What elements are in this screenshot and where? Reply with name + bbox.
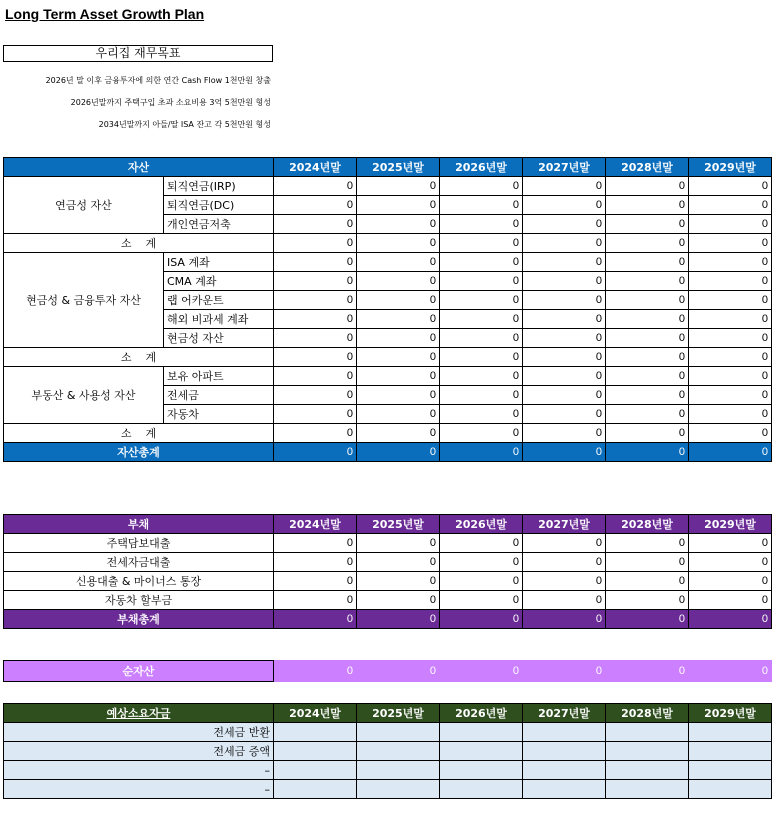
- value-cell[interactable]: 0: [440, 367, 523, 386]
- assets-header-row: [4, 158, 772, 177]
- goal-item: 2034년말까지 아들/딸 ISA 잔고 각 5천만원 형성: [98, 120, 271, 129]
- value-cell[interactable]: 0: [274, 405, 357, 424]
- subtotal-row: [4, 424, 772, 443]
- year-header: 2026년말: [440, 515, 523, 534]
- value-cell[interactable]: 0: [523, 291, 606, 310]
- value-cell[interactable]: 0: [689, 196, 772, 215]
- table-row: [4, 761, 772, 780]
- input-cell[interactable]: [606, 723, 689, 742]
- input-cell[interactable]: [440, 761, 523, 780]
- value-cell[interactable]: 0: [357, 253, 440, 272]
- group-label: 부동산 & 사용성 자산: [4, 367, 164, 424]
- value-cell[interactable]: 0: [440, 386, 523, 405]
- value-cell[interactable]: 0: [357, 310, 440, 329]
- table-row: [4, 780, 772, 799]
- value-cell[interactable]: 0: [606, 234, 689, 253]
- table-row: [4, 591, 772, 610]
- value-cell[interactable]: 0: [274, 591, 357, 610]
- value-cell[interactable]: 0: [274, 553, 357, 572]
- value-cell[interactable]: 0: [523, 553, 606, 572]
- value-cell[interactable]: 0: [606, 610, 689, 629]
- value-cell[interactable]: 0: [440, 348, 523, 367]
- value-cell[interactable]: 0: [523, 610, 606, 629]
- value-cell[interactable]: 0: [523, 329, 606, 348]
- year-header: 2025년말: [357, 704, 440, 723]
- input-cell[interactable]: [523, 761, 606, 780]
- value-cell[interactable]: 0: [606, 553, 689, 572]
- value-cell[interactable]: 0: [606, 253, 689, 272]
- year-header: 2027년말: [523, 515, 606, 534]
- goals-header: 우리집 재무목표: [3, 45, 273, 62]
- item-label: 전세금 증액: [4, 742, 274, 761]
- value-cell[interactable]: 0: [440, 553, 523, 572]
- liabilities-header-row: [4, 515, 772, 534]
- value-cell[interactable]: 0: [440, 329, 523, 348]
- value-cell[interactable]: 0: [440, 610, 523, 629]
- item-label: –: [4, 761, 274, 780]
- value-cell[interactable]: 0: [357, 348, 440, 367]
- value-cell[interactable]: 0: [606, 534, 689, 553]
- value-cell[interactable]: 0: [523, 215, 606, 234]
- value-cell[interactable]: 0: [357, 661, 440, 682]
- year-header: 2028년말: [606, 515, 689, 534]
- liabilities-total-row: [4, 610, 772, 629]
- total-label: 부채총계: [4, 610, 274, 629]
- value-cell[interactable]: 0: [357, 291, 440, 310]
- value-cell[interactable]: 0: [274, 348, 357, 367]
- value-cell[interactable]: 0: [689, 215, 772, 234]
- value-cell[interactable]: 0: [606, 348, 689, 367]
- value-cell[interactable]: 0: [440, 234, 523, 253]
- value-cell[interactable]: 0: [689, 424, 772, 443]
- input-cell[interactable]: [523, 723, 606, 742]
- page-title: Long Term Asset Growth Plan: [5, 6, 205, 22]
- item-label: 보유 아파트: [164, 367, 274, 386]
- value-cell[interactable]: 0: [440, 591, 523, 610]
- value-cell[interactable]: 0: [440, 443, 523, 462]
- value-cell[interactable]: 0: [357, 272, 440, 291]
- input-cell[interactable]: [357, 742, 440, 761]
- value-cell[interactable]: 0: [523, 234, 606, 253]
- value-cell[interactable]: 0: [357, 591, 440, 610]
- year-header: 2024년말: [274, 704, 357, 723]
- value-cell[interactable]: 0: [440, 177, 523, 196]
- value-cell[interactable]: 0: [606, 272, 689, 291]
- year-header: 2024년말: [274, 515, 357, 534]
- value-cell[interactable]: 0: [440, 424, 523, 443]
- value-cell[interactable]: 0: [689, 534, 772, 553]
- value-cell[interactable]: 0: [689, 591, 772, 610]
- value-cell[interactable]: 0: [606, 386, 689, 405]
- item-label: CMA 계좌: [164, 272, 274, 291]
- value-cell[interactable]: 0: [689, 572, 772, 591]
- value-cell[interactable]: 0: [689, 253, 772, 272]
- year-header: 2027년말: [523, 158, 606, 177]
- input-cell[interactable]: [357, 761, 440, 780]
- input-cell[interactable]: [440, 723, 523, 742]
- value-cell[interactable]: 0: [357, 405, 440, 424]
- item-label: 전세금: [164, 386, 274, 405]
- item-label: 개인연금저축: [164, 215, 274, 234]
- value-cell[interactable]: 0: [274, 534, 357, 553]
- value-cell[interactable]: 0: [689, 553, 772, 572]
- value-cell[interactable]: 0: [689, 291, 772, 310]
- item-label: 전세자금대출: [4, 553, 274, 572]
- item-label: 신용대출 & 마이너스 통장: [4, 572, 274, 591]
- year-header: 2029년말: [689, 704, 772, 723]
- input-cell[interactable]: [606, 780, 689, 799]
- value-cell[interactable]: 0: [357, 534, 440, 553]
- item-label: 전세금 반환: [4, 723, 274, 742]
- value-cell[interactable]: 0: [523, 443, 606, 462]
- value-cell[interactable]: 0: [274, 310, 357, 329]
- input-cell[interactable]: [606, 742, 689, 761]
- total-label: 자산총계: [4, 443, 274, 462]
- year-header: 2025년말: [357, 515, 440, 534]
- item-label: 퇴직연금(DC): [164, 196, 274, 215]
- subtotal-row: [4, 348, 772, 367]
- value-cell[interactable]: 0: [523, 272, 606, 291]
- subtotal-row: [4, 234, 772, 253]
- value-cell[interactable]: 0: [357, 572, 440, 591]
- value-cell[interactable]: 0: [523, 661, 606, 682]
- value-cell[interactable]: 0: [357, 215, 440, 234]
- goal-item: 2026년 말 이후 금융투자에 의한 연간 Cash Flow 1천만원 창출: [45, 76, 271, 85]
- funds-table: [3, 703, 772, 799]
- value-cell[interactable]: 0: [440, 534, 523, 553]
- value-cell[interactable]: 0: [440, 215, 523, 234]
- value-cell[interactable]: 0: [606, 405, 689, 424]
- value-cell[interactable]: 0: [440, 405, 523, 424]
- value-cell[interactable]: 0: [357, 196, 440, 215]
- subtotal-label: 소 계: [4, 424, 274, 443]
- value-cell[interactable]: 0: [440, 253, 523, 272]
- year-header: 2028년말: [606, 704, 689, 723]
- item-label: ISA 계좌: [164, 253, 274, 272]
- input-cell[interactable]: [523, 780, 606, 799]
- value-cell[interactable]: 0: [523, 405, 606, 424]
- value-cell[interactable]: 0: [440, 291, 523, 310]
- table-row: [4, 553, 772, 572]
- value-cell[interactable]: 0: [606, 367, 689, 386]
- item-label: 퇴직연금(IRP): [164, 177, 274, 196]
- input-cell[interactable]: [523, 742, 606, 761]
- value-cell[interactable]: 0: [523, 348, 606, 367]
- table-row: [4, 572, 772, 591]
- table-row: [4, 742, 772, 761]
- value-cell[interactable]: 0: [440, 196, 523, 215]
- value-cell[interactable]: 0: [689, 234, 772, 253]
- year-header: 2025년말: [357, 158, 440, 177]
- value-cell[interactable]: 0: [523, 386, 606, 405]
- value-cell[interactable]: 0: [440, 661, 523, 682]
- year-header: 2029년말: [689, 158, 772, 177]
- item-label: 자동차: [164, 405, 274, 424]
- value-cell[interactable]: 0: [274, 177, 357, 196]
- value-cell[interactable]: 0: [523, 196, 606, 215]
- value-cell[interactable]: 0: [274, 329, 357, 348]
- header-label: 부채: [4, 515, 274, 534]
- group-label: 현금성 & 금융투자 자산: [4, 253, 164, 348]
- value-cell[interactable]: 0: [606, 215, 689, 234]
- value-cell[interactable]: 0: [274, 215, 357, 234]
- net-assets-row: [4, 661, 772, 682]
- value-cell[interactable]: 0: [440, 572, 523, 591]
- value-cell[interactable]: 0: [606, 310, 689, 329]
- value-cell[interactable]: 0: [357, 443, 440, 462]
- value-cell[interactable]: 0: [523, 534, 606, 553]
- value-cell[interactable]: 0: [689, 329, 772, 348]
- item-label: 랩 어카운트: [164, 291, 274, 310]
- input-cell[interactable]: [440, 780, 523, 799]
- input-cell[interactable]: [274, 780, 357, 799]
- value-cell[interactable]: 0: [689, 443, 772, 462]
- value-cell[interactable]: 0: [606, 591, 689, 610]
- value-cell[interactable]: 0: [689, 367, 772, 386]
- value-cell[interactable]: 0: [440, 310, 523, 329]
- value-cell[interactable]: 0: [357, 177, 440, 196]
- input-cell[interactable]: [274, 761, 357, 780]
- value-cell[interactable]: 0: [689, 386, 772, 405]
- value-cell[interactable]: 0: [357, 367, 440, 386]
- input-cell[interactable]: [357, 780, 440, 799]
- value-cell[interactable]: 0: [606, 424, 689, 443]
- year-header: 2024년말: [274, 158, 357, 177]
- value-cell[interactable]: 0: [357, 553, 440, 572]
- value-cell[interactable]: 0: [274, 234, 357, 253]
- value-cell[interactable]: 0: [357, 424, 440, 443]
- input-cell[interactable]: [274, 723, 357, 742]
- value-cell[interactable]: 0: [274, 291, 357, 310]
- year-header: 2027년말: [523, 704, 606, 723]
- input-cell[interactable]: [689, 723, 772, 742]
- item-label: 해외 비과세 계좌: [164, 310, 274, 329]
- value-cell[interactable]: 0: [606, 196, 689, 215]
- input-cell[interactable]: [274, 742, 357, 761]
- value-cell[interactable]: 0: [523, 177, 606, 196]
- value-cell[interactable]: 0: [274, 386, 357, 405]
- input-cell[interactable]: [440, 742, 523, 761]
- input-cell[interactable]: [689, 761, 772, 780]
- value-cell[interactable]: 0: [274, 272, 357, 291]
- year-header: 2029년말: [689, 515, 772, 534]
- value-cell[interactable]: 0: [357, 234, 440, 253]
- liabilities-table: [3, 514, 772, 629]
- value-cell[interactable]: 0: [274, 661, 357, 682]
- value-cell[interactable]: 0: [689, 348, 772, 367]
- value-cell[interactable]: 0: [274, 424, 357, 443]
- value-cell[interactable]: 0: [606, 572, 689, 591]
- item-label: 자동차 할부금: [4, 591, 274, 610]
- item-label: 현금성 자산: [164, 329, 274, 348]
- group-label: 연금성 자산: [4, 177, 164, 234]
- input-cell[interactable]: [689, 780, 772, 799]
- value-cell[interactable]: 0: [606, 177, 689, 196]
- value-cell[interactable]: 0: [357, 386, 440, 405]
- year-header: 2028년말: [606, 158, 689, 177]
- net-assets-table: [3, 660, 772, 682]
- value-cell[interactable]: 0: [689, 310, 772, 329]
- value-cell[interactable]: 0: [606, 329, 689, 348]
- value-cell[interactable]: 0: [606, 443, 689, 462]
- subtotal-label: 소 계: [4, 348, 274, 367]
- header-label: 예상소요자금: [4, 704, 274, 723]
- goal-item: 2026년말까지 주택구입 초과 소요비용 3억 5천만원 형성: [70, 98, 271, 107]
- value-cell[interactable]: 0: [357, 329, 440, 348]
- table-row: [4, 723, 772, 742]
- value-cell[interactable]: 0: [523, 310, 606, 329]
- value-cell[interactable]: 0: [689, 405, 772, 424]
- value-cell[interactable]: 0: [357, 610, 440, 629]
- table-row: [4, 534, 772, 553]
- item-label: 주택담보대출: [4, 534, 274, 553]
- value-cell[interactable]: 0: [274, 253, 357, 272]
- table-row: [4, 367, 772, 386]
- value-cell[interactable]: 0: [689, 177, 772, 196]
- header-label: 자산: [4, 158, 274, 177]
- value-cell[interactable]: 0: [689, 661, 772, 682]
- input-cell[interactable]: [689, 742, 772, 761]
- subtotal-label: 소 계: [4, 234, 274, 253]
- item-label: –: [4, 780, 274, 799]
- value-cell[interactable]: 0: [274, 196, 357, 215]
- assets-table: [3, 157, 772, 462]
- assets-total-row: [4, 443, 772, 462]
- value-cell[interactable]: 0: [274, 610, 357, 629]
- net-label: 순자산: [4, 661, 274, 682]
- value-cell[interactable]: 0: [274, 572, 357, 591]
- value-cell[interactable]: 0: [523, 424, 606, 443]
- table-row: [4, 177, 772, 196]
- value-cell[interactable]: 0: [523, 253, 606, 272]
- value-cell[interactable]: 0: [274, 443, 357, 462]
- value-cell[interactable]: 0: [523, 572, 606, 591]
- value-cell[interactable]: 0: [606, 661, 689, 682]
- input-cell[interactable]: [606, 761, 689, 780]
- value-cell[interactable]: 0: [689, 272, 772, 291]
- year-header: 2026년말: [440, 704, 523, 723]
- table-row: [4, 253, 772, 272]
- value-cell[interactable]: 0: [274, 367, 357, 386]
- value-cell[interactable]: 0: [523, 367, 606, 386]
- value-cell[interactable]: 0: [689, 610, 772, 629]
- funds-header-row: [4, 704, 772, 723]
- value-cell[interactable]: 0: [523, 591, 606, 610]
- year-header: 2026년말: [440, 158, 523, 177]
- input-cell[interactable]: [357, 723, 440, 742]
- value-cell[interactable]: 0: [606, 291, 689, 310]
- value-cell[interactable]: 0: [440, 272, 523, 291]
